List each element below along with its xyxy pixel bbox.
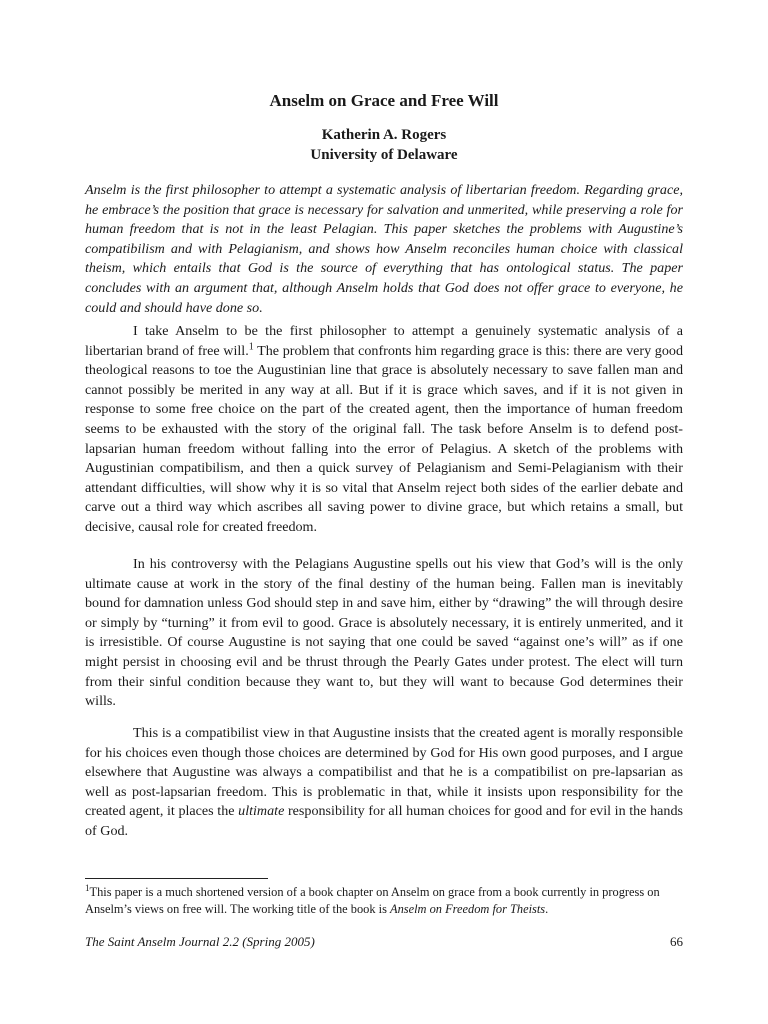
body-paragraph-1 <box>85 322 683 538</box>
paragraph-3-emphasis: ultimate <box>238 803 285 820</box>
author-name: Katherin A. Rogers <box>321 127 447 143</box>
body-paragraph-3 <box>85 724 683 842</box>
footnote-mark: 1 <box>85 882 90 893</box>
footnote-end: . <box>545 902 549 916</box>
paragraph-3-text-end: responsibility for all human choices for good and for evil in the hands of God. <box>85 803 683 839</box>
paragraph-3-text: This is a compatibilist view in that Augustine insists that the created agent is morally responsible for his choices even though those choices are determined by God for His own good purposes, and I argue elsewhere that Augustine was always a compatibilist and that he is a compatibilist on pre-lapsarian as well as post-lapsarian freedom. This is problematic in that, while it insists upon responsibility for the created agent, it places the <box>85 725 683 820</box>
paper-title: Anselm on Grace and Free Will <box>269 91 499 110</box>
footnote-reference: 1 <box>248 340 254 352</box>
footnote-book-title: Anselm on Freedom for Theists <box>390 902 546 916</box>
footnote <box>85 884 685 918</box>
author-affiliation: University of Delaware <box>310 147 458 163</box>
body-paragraph-2: In his controversy with the Pelagians Augustine spells out his view that God’s will is the only ultimate cause at work in the story of the final destiny of the human being. Fallen man is inevitably bound for damnation unless God should step in and save him, either by “drawing” the will through desire or simply by “turning” it from evil to good. Grace is absolutely necessary, it is entirely unmerited, and it is irresistible. Of course Augustine is not saying that one could be saved “against one’s will” as if one might persist in choosing evil and be thrust through the Pearly Gates under protest. The elect will turn from their sinful condition because they want to, but they will want to because God determines their wills. <box>85 556 683 710</box>
paragraph-1-text-rest: The problem that confronts him regarding grace is this: there are very good theological reasons to toe the Augustinian line that grace is absolutely necessary to save fallen man and cannot possibly be merited in any way at all. But if it is grace which saves, and if it is not given in response to some free choice on the part of the created agent, then the importance of human freedom seems to be exhausted with the story of the original fall. The task before Anselm is to defend post-lapsarian human freedom without falling into the error of Pelagius. A sketch of the problems with Augustinian compatibilism, and then a quick survey of Pelagianism and Semi-Pelagianism with their attendant difficulties, will show why it is so vital that Anselm reject both sides of the earlier debate and carve out a third way which ascribes all saving power to divine grace, but which retains a small, but decisive, causal role for created freedom. <box>85 342 683 535</box>
footnote-divider <box>85 878 268 879</box>
journal-citation: The Saint Anselm Journal 2.2 (Spring 2005) <box>85 934 315 949</box>
abstract: Anselm is the first philosopher to attempt a systematic analysis of libertarian freedom. Regarding grace, he embrace’s the position that grace is necessary for salvation and unmerited, while preserving a role for human freedom that is not in the least Pelagian. This paper sketches the problems with Augustine’s compatibilism and with Pelagianism, and shows how Anselm reconciles human choice with classical theism, which entails that God is the source of everything that has ontological status. The paper concludes with an argument that, although Anselm holds that God does not offer grace to everyone, he could and should have done so. <box>85 182 683 316</box>
footnote-text: This paper is a much shortened version of a book chapter on Anselm on grace from a book currently in progress on Anselm’s views on free will. The working title of the book is <box>85 885 660 916</box>
paragraph-1-text: I take Anselm to be the first philosopher to attempt a genuinely systematic analysis of a libertarian brand of free will. <box>85 323 683 359</box>
page-number: 66 <box>670 934 683 949</box>
